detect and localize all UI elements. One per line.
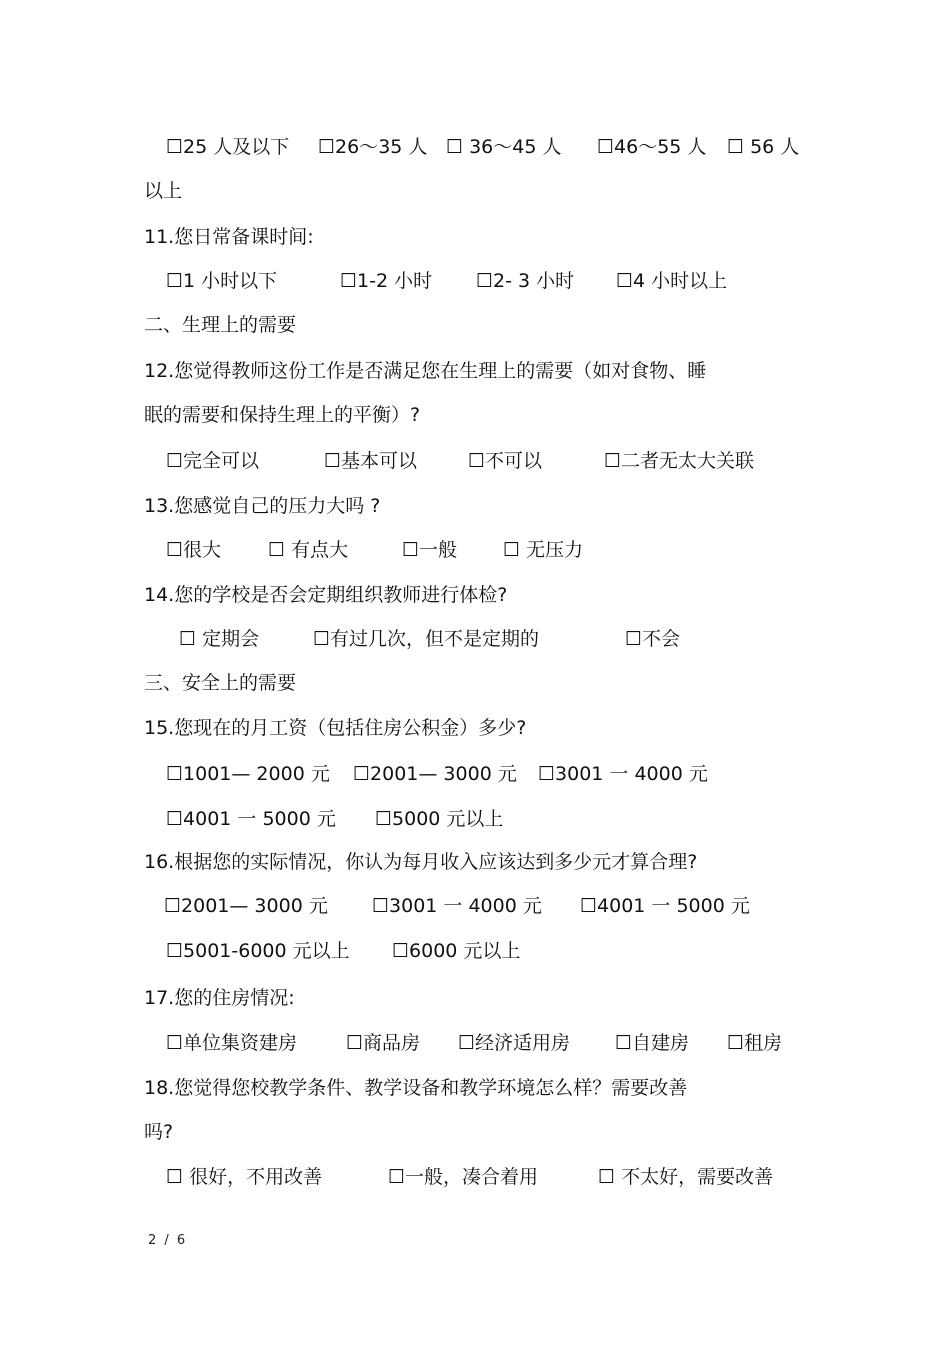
q18-question-line1: 18.您觉得您校教学条件、教学设备和教学环境怎么样？需要改善 <box>144 1077 688 1099</box>
q10-option-4[interactable]: ☐46～55 人 <box>597 136 707 158</box>
q18-option-1[interactable]: ☐ 很好，不用改善 <box>166 1166 323 1188</box>
q17-option-2[interactable]: ☐商品房 <box>346 1032 421 1054</box>
q17-question: 17.您的住房情况: <box>144 987 295 1009</box>
q15-option-2[interactable]: ☐2001— 3000 元 <box>353 763 517 785</box>
q12-option-1[interactable]: ☐完全可以 <box>166 450 260 472</box>
q16-option-3[interactable]: ☐4001 一 5000 元 <box>580 895 750 917</box>
q17-option-4[interactable]: ☐自建房 <box>615 1032 690 1054</box>
q18-option-3[interactable]: ☐ 不太好，需要改善 <box>598 1166 774 1188</box>
q12-question-line2: 眠的需要和保持生理上的平衡）? <box>144 404 421 426</box>
q14-option-2[interactable]: ☐有过几次，但不是定期的 <box>313 628 540 650</box>
q10-option-1[interactable]: ☐25 人及以下 <box>166 136 290 158</box>
q18-question-line2: 吗? <box>144 1121 174 1143</box>
q16-question: 16.根据您的实际情况，你认为每月收入应该达到多少元才算合理? <box>144 851 698 873</box>
page-number: 2 / 6 <box>148 1233 188 1248</box>
q10-option-2[interactable]: ☐26～35 人 <box>318 136 428 158</box>
q13-option-1[interactable]: ☐很大 <box>166 539 222 561</box>
q15-option-3[interactable]: ☐3001 一 4000 元 <box>538 763 708 785</box>
q15-option-5[interactable]: ☐5000 元以上 <box>375 808 504 830</box>
q13-option-3[interactable]: ☐一般 <box>402 539 458 561</box>
q15-question: 15.您现在的月工资（包括住房公积金）多少? <box>144 717 527 739</box>
section-heading-physiological: 二、生理上的需要 <box>144 314 297 336</box>
q11-option-3[interactable]: ☐2- 3 小时 <box>476 270 575 292</box>
q11-option-1[interactable]: ☐1 小时以下 <box>166 270 278 292</box>
q15-option-4[interactable]: ☐4001 一 5000 元 <box>166 808 336 830</box>
q17-option-3[interactable]: ☐经济适用房 <box>458 1032 571 1054</box>
q11-question: 11.您日常备课时间: <box>144 226 314 248</box>
q17-option-1[interactable]: ☐单位集资建房 <box>166 1032 298 1054</box>
q18-option-2[interactable]: ☐一般，凑合着用 <box>388 1166 539 1188</box>
q11-option-2[interactable]: ☐1-2 小时 <box>340 270 433 292</box>
q11-option-4[interactable]: ☐4 小时以上 <box>616 270 728 292</box>
q12-option-3[interactable]: ☐不可以 <box>468 450 543 472</box>
q13-question: 13.您感觉自己的压力大吗 ? <box>144 495 381 517</box>
section-heading-safety: 三、安全上的需要 <box>144 672 297 694</box>
q14-option-1[interactable]: ☐ 定期会 <box>179 628 260 650</box>
q16-option-4[interactable]: ☐5001-6000 元以上 <box>166 940 350 962</box>
q16-option-1[interactable]: ☐2001— 3000 元 <box>164 895 328 917</box>
q17-option-5[interactable]: ☐租房 <box>727 1032 783 1054</box>
q10-option-3[interactable]: ☐ 36～45 人 <box>446 136 562 158</box>
q12-question-line1: 12.您觉得教师这份工作是否满足您在生理上的需要（如对食物、睡 <box>144 360 707 382</box>
q14-option-3[interactable]: ☐不会 <box>625 628 681 650</box>
q16-option-5[interactable]: ☐6000 元以上 <box>392 940 521 962</box>
q10-wrap-text: 以上 <box>144 180 183 202</box>
q14-question: 14.您的学校是否会定期组织教师进行体检? <box>144 584 508 606</box>
q15-option-1[interactable]: ☐1001— 2000 元 <box>166 763 330 785</box>
q16-option-2[interactable]: ☐3001 一 4000 元 <box>372 895 542 917</box>
q10-option-5[interactable]: ☐ 56 人 <box>727 136 800 158</box>
q13-option-2[interactable]: ☐ 有点大 <box>268 539 349 561</box>
q12-option-4[interactable]: ☐二者无太大关联 <box>604 450 755 472</box>
q12-option-2[interactable]: ☐基本可以 <box>324 450 418 472</box>
q13-option-4[interactable]: ☐ 无压力 <box>503 539 584 561</box>
